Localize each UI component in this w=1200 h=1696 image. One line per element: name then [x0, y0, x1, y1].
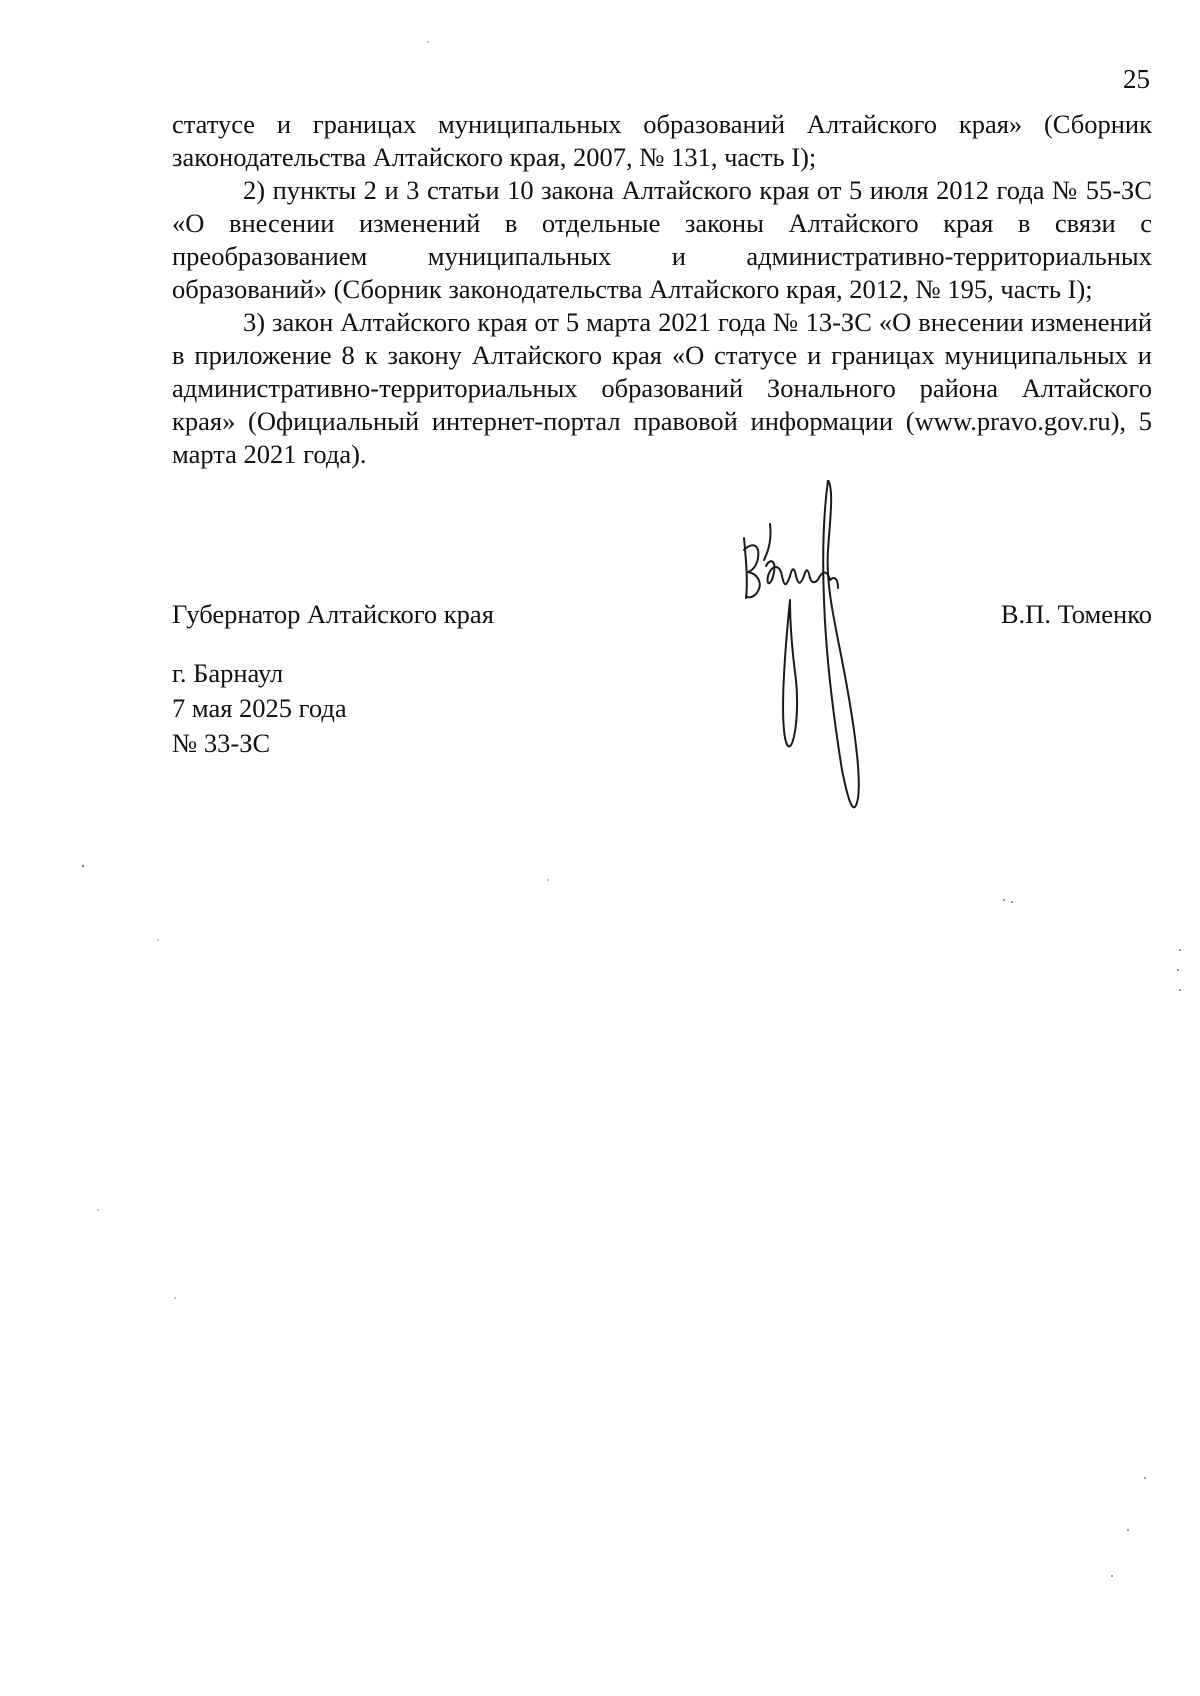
document-number: № 33-ЗС — [172, 728, 271, 758]
page-number: 25 — [1123, 64, 1150, 94]
paragraph-continuation: статусе и границах муниципальных образований Алтайского края» (Сборник законодательства Алтайского края, 2007, № 131, часть I); — [172, 109, 1152, 172]
signatory-title: Губернатор Алтайского края — [172, 599, 494, 629]
paragraph-item-2: 2) пункты 2 и 3 статьи 10 закона Алтайского края от 5 июля 2012 года № 55-ЗС «О внесении изменений в отдельные законы Алтайского края в связи с преобразованием муниципальных и административно-территориальных образований» (Сборник законодательства Алтайского края, 2012, № 195, часть I); — [172, 175, 1152, 304]
document-details — [172, 656, 347, 761]
document-place: г. Барнаул — [172, 658, 284, 688]
document-body — [172, 108, 1152, 471]
document-date: 7 мая 2025 года — [172, 693, 347, 723]
signatory-name: В.П. Томенко — [1000, 599, 1152, 629]
handwritten-signature — [730, 480, 910, 880]
paragraph-item-3: 3) закон Алтайского края от 5 марта 2021 года № 13-ЗС «О внесении изменений в приложение 8 к закону Алтайского края «О статусе и границах муниципальных и административно-территориальных образований Зонального района Алтайского края» (Официальный интернет-портал правовой информации (www.pravo.gov.ru), 5 марта 2021 года). — [172, 307, 1152, 469]
